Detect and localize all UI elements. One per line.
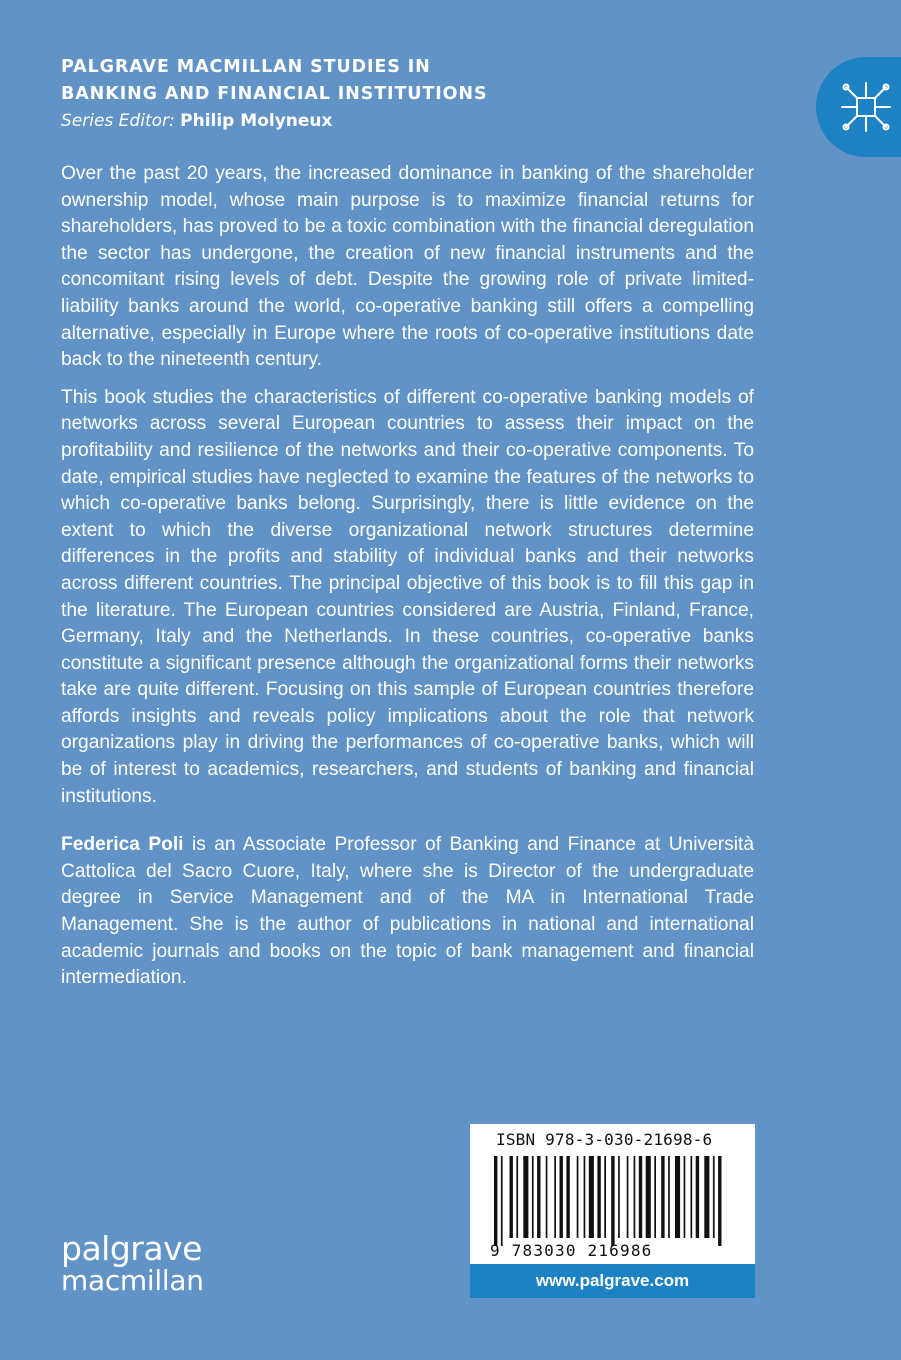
barcode-bar: [704, 1156, 709, 1238]
barcode-bar: [618, 1156, 620, 1238]
barcode-bar: [639, 1156, 642, 1238]
series-editor-name: Philip Molyneux: [180, 111, 333, 131]
isbn-label: ISBN 978-3-030-21698-6: [496, 1130, 713, 1149]
description-paragraph-2: This book studies the characteristics of different co-operative banking models of networks across several European countries to assess their impact on the profitability and resilience of the networks and their co-operative components. To date, empirical studies have neglected to examine the features of the networks to which co-operative banks belong. Surprisingly, there is little evidence on the extent to which the diverse organizational network structures determine differences in the profits and stability of individual banks and their networks across different countries. The principal objective of this book is to fill this gap in the literature. The European countries considered are Austria, Finland, France, Germany, Italy and the Netherlands. In these countries, co-operative banks constitute a significant presence although the organizational forms their networks take are quite different. Focusing on this sample of European countries therefore affords insights and reveals policy implications about the role that network organizations play in driving the performances of co-operative banks, which will be of interest to academics, researchers, and students of banking and financial institutions.: [61, 386, 754, 807]
barcode-bar: [718, 1156, 721, 1246]
barcode-bar: [696, 1156, 699, 1238]
series-editor-label: Series Editor:: [61, 111, 175, 131]
description-paragraph-1: Over the past 20 years, the increased dominance in banking of the shareholder ownership model, whose main purpose is to maximize financial returns for shareholders, has proved to be a toxic combination with the financial deregulation the sector has undergone, the creation of new financial instruments and the concomitant rising levels of debt. Despite the growing role of private limited-liability banks around the world, co-operative banking still offers a compelling alternative, especially in Europe where the roots of co-operative institutions date back to the nineteenth century.: [61, 163, 754, 371]
barcode-bar: [554, 1156, 556, 1238]
barcode-bar: [532, 1156, 534, 1238]
barcode-bar: [634, 1156, 636, 1238]
barcode-bars: [494, 1156, 732, 1246]
palgrave-badge: [816, 57, 901, 157]
barcode-bar: [668, 1156, 670, 1238]
author-bio-text: is an Associate Professor of Banking and Finance at Università Cattolica del Sacro Cuore, Italy, where she is Director of the undergraduate degree in Service Management and of the MA in International Trade Management. She is the author of publications in national and international academic journals and books on the topic of bank management and financial intermediation.: [61, 834, 755, 989]
barcode-bar: [501, 1156, 503, 1246]
isbn-barcode-box: [470, 1124, 755, 1298]
publisher-url[interactable]: www.palgrave.com: [535, 1271, 690, 1290]
barcode-bar: [537, 1156, 540, 1238]
barcode-bar: [546, 1156, 548, 1238]
back-cover-description: [61, 161, 754, 1003]
barcode-bar: [560, 1156, 563, 1238]
logo-palgrave: palgrave: [61, 1229, 202, 1268]
barcode-bar: [661, 1156, 664, 1238]
barcode-bar: [684, 1156, 686, 1238]
barcode-bar: [589, 1156, 594, 1238]
barcode-bar: [691, 1156, 693, 1238]
barcode-bar: [713, 1156, 715, 1238]
barcode-bar: [566, 1156, 569, 1238]
barcode-bar: [494, 1156, 497, 1246]
series-title-line-1: PALGRAVE MACMILLAN STUDIES IN: [61, 57, 431, 77]
barcode-bar: [597, 1156, 600, 1238]
barcode-bar: [523, 1156, 528, 1238]
series-title-line-2: BANKING AND FINANCIAL INSTITUTIONS: [61, 84, 488, 104]
author-bio: [61, 832, 754, 992]
barcode-bar: [646, 1156, 651, 1238]
barcode-bar: [516, 1156, 518, 1238]
palgrave-network-icon: [838, 79, 894, 135]
barcode-bar: [627, 1156, 629, 1238]
barcode-bar: [675, 1156, 680, 1238]
barcode-bar: [611, 1156, 614, 1246]
series-editor: [61, 108, 761, 134]
logo-macmillan: macmillan: [61, 1264, 204, 1297]
isbn-digits: 9 783030 216986: [490, 1241, 653, 1260]
barcode-bar: [584, 1156, 586, 1238]
barcode-bar: [654, 1156, 656, 1238]
palgrave-macmillan-logo: [61, 1229, 204, 1297]
publisher-url-bar[interactable]: [470, 1264, 755, 1298]
series-header: [61, 54, 761, 134]
barcode-bar: [577, 1156, 579, 1238]
author-name: Federica Poli: [61, 834, 184, 856]
barcode-bar: [604, 1156, 606, 1238]
barcode-bar: [510, 1156, 513, 1238]
